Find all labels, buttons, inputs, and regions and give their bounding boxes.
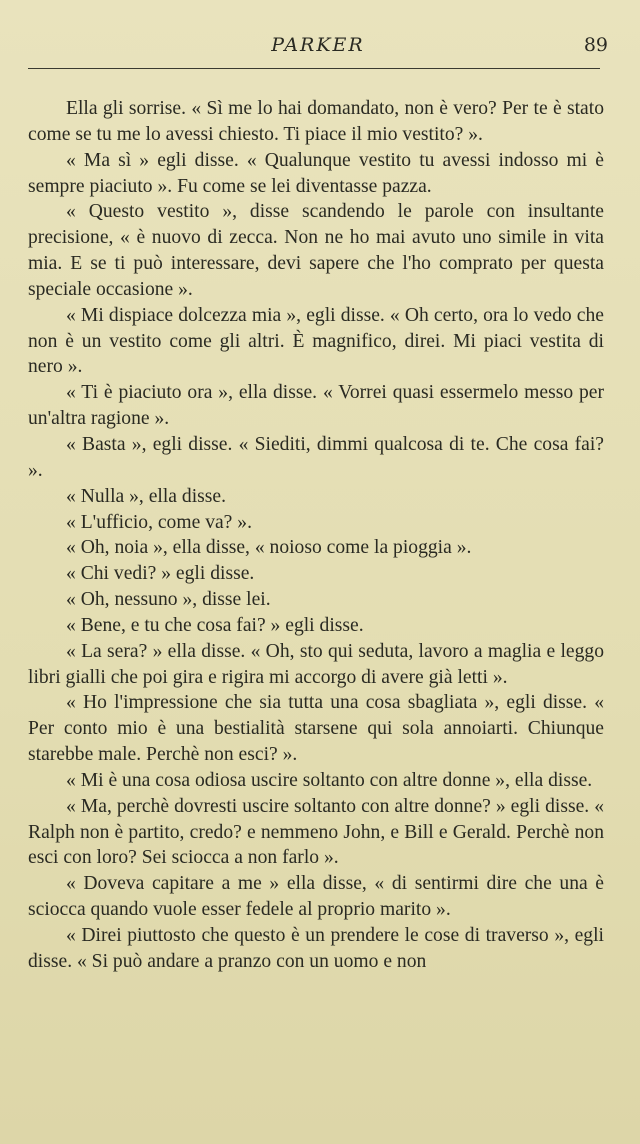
paragraph: « Ma sì » egli disse. « Qualunque vestito tu avessi indosso mi è sempre piaciuto ». Fu come se lei diventasse pazza. [28, 149, 604, 197]
paragraph: « Doveva capitare a me » ella disse, « di sentirmi dire che una è sciocca quando vuole esser fedele al proprio marito ». [28, 873, 604, 921]
paragraph: « Nulla », ella disse. [66, 485, 226, 507]
paragraph: « Oh, noia », ella disse, « noioso come la pioggia ». [66, 537, 472, 559]
paragraph: « Mi è una cosa odiosa uscire soltanto con altre donne », ella disse. [66, 769, 593, 791]
paragraph: « Ho l'impressione che sia tutta una cosa sbagliata », egli disse. « Per conto mio è una bestialità starsene qui sola annoiarti. Chiunque starebbe male. Perchè non esci? ». [28, 692, 604, 766]
body-text [28, 96, 604, 975]
paragraph: « Ti è piaciuto ora », ella disse. « Vorrei quasi essermelo messo per un'altra ragione ». [28, 382, 604, 430]
paragraph: « Bene, e tu che cosa fai? » egli disse. [66, 614, 364, 636]
paragraph: Ella gli sorrise. « Sì me lo hai domandato, non è vero? Per te è stato come se tu me lo avessi chiesto. Ti piace il mio vestito? ». [28, 98, 604, 145]
paragraph: « L'ufficio, come va? ». [66, 511, 252, 533]
paragraph: « Ma, perchè dovresti uscire soltanto con altre donne? » egli disse. « Ralph non è partito, credo? e nemmeno John, e Bill e Gerald. Perchè non esci con loro? Sei sciocca a non farlo ». [28, 795, 604, 869]
paragraph: « Questo vestito », disse scandendo le parole con insultante precisione, « è nuovo di zecca. Non ne ho mai avuto uno simile in vita mia. E se ti può interessare, devi sapere che l'ho comprato per questa speciale occasione ». [28, 201, 604, 300]
header-rule [28, 68, 600, 69]
running-title: PARKER [271, 34, 365, 56]
paragraph: « Mi dispiace dolcezza mia », egli disse. « Oh certo, ora lo vedo che non è un vestito come gli altri. È magnifico, direi. Mi piaci vestita di nero ». [28, 304, 604, 378]
paragraph: « Direi piuttosto che questo è un prendere le cose di traverso », egli disse. « Si può andare a pranzo con un uomo e non [28, 925, 604, 972]
page-header [28, 30, 608, 66]
paragraph: « Chi vedi? » egli disse. [66, 563, 255, 585]
paragraph: « Basta », egli disse. « Siediti, dimmi qualcosa di te. Che cosa fai? ». [28, 433, 604, 481]
paragraph: « La sera? » ella disse. « Oh, sto qui seduta, lavoro a maglia e leggo libri gialli che poi gira e rigira mi accorgo di avere già letti ». [28, 640, 604, 688]
paragraph: « Oh, nessuno », disse lei. [66, 589, 271, 611]
page-number: 89 [583, 34, 608, 56]
